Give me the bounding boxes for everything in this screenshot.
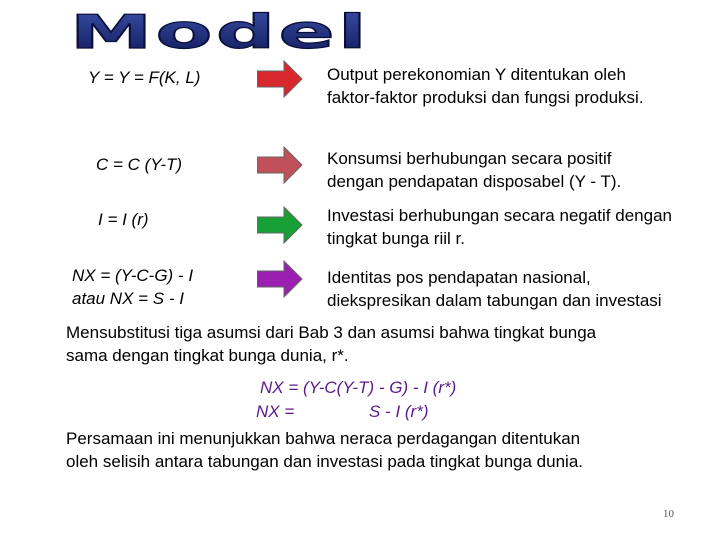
arrow-right-icon bbox=[257, 60, 303, 98]
formula-nx-expanded: NX = (Y-C(Y-T) - G) - I (r*) bbox=[260, 378, 457, 397]
desc-consumption bbox=[327, 147, 621, 193]
equation-investment: I = I (r) bbox=[98, 210, 149, 229]
equation-consumption: C = C (Y-T) bbox=[96, 155, 183, 174]
substitution-line2: sama dengan tingkat bunga dunia, r*. bbox=[66, 346, 349, 365]
desc-output-line2: faktor-faktor produksi dan fungsi produksi. bbox=[327, 88, 644, 107]
arrow-right-icon bbox=[257, 260, 303, 298]
equation-net-exports-line1: NX = (Y-C-G) - I bbox=[72, 266, 194, 285]
formula-nx-right: S - I (r*) bbox=[369, 402, 429, 421]
equation-output: Y = Y = F(K, L) bbox=[88, 68, 201, 87]
conclusion-line1: Persamaan ini menunjukkan bahwa neraca perdagangan ditentukan bbox=[66, 429, 581, 448]
conclusion-paragraph bbox=[66, 427, 583, 473]
desc-net-exports-line2: diekspresikan dalam tabungan dan investasi bbox=[327, 291, 662, 310]
slide-title bbox=[68, 10, 378, 52]
formula-nx-left: NX = bbox=[256, 402, 295, 421]
desc-consumption-line2: dengan pendapatan disposabel (Y - T). bbox=[327, 172, 622, 191]
page-number: 10 bbox=[663, 508, 674, 520]
arrow-right-icon bbox=[257, 206, 303, 244]
desc-investment-line1: Investasi berhubungan secara negatif dengan bbox=[327, 206, 672, 225]
arrow-right-icon bbox=[257, 146, 303, 184]
desc-consumption-line1: Konsumsi berhubungan secara positif bbox=[327, 149, 612, 168]
desc-output bbox=[327, 63, 644, 109]
conclusion-line2: oleh selisih antara tabungan dan investasi pada tingkat bunga dunia. bbox=[66, 452, 583, 471]
desc-investment-line2: tingkat bunga riil r. bbox=[327, 229, 465, 248]
equation-net-exports-line2: atau NX = S - I bbox=[72, 289, 184, 308]
desc-net-exports bbox=[327, 266, 662, 312]
equation-net-exports bbox=[72, 264, 193, 310]
svg-text:Model: Model bbox=[70, 10, 370, 52]
substitution-paragraph bbox=[66, 321, 596, 367]
desc-output-line1: Output perekonomian Y ditentukan oleh bbox=[327, 65, 626, 84]
desc-net-exports-line1: Identitas pos pendapatan nasional, bbox=[327, 268, 591, 287]
substitution-line1: Mensubstitusi tiga asumsi dari Bab 3 dan asumsi bahwa tingkat bunga bbox=[66, 323, 597, 342]
desc-investment bbox=[327, 204, 672, 250]
